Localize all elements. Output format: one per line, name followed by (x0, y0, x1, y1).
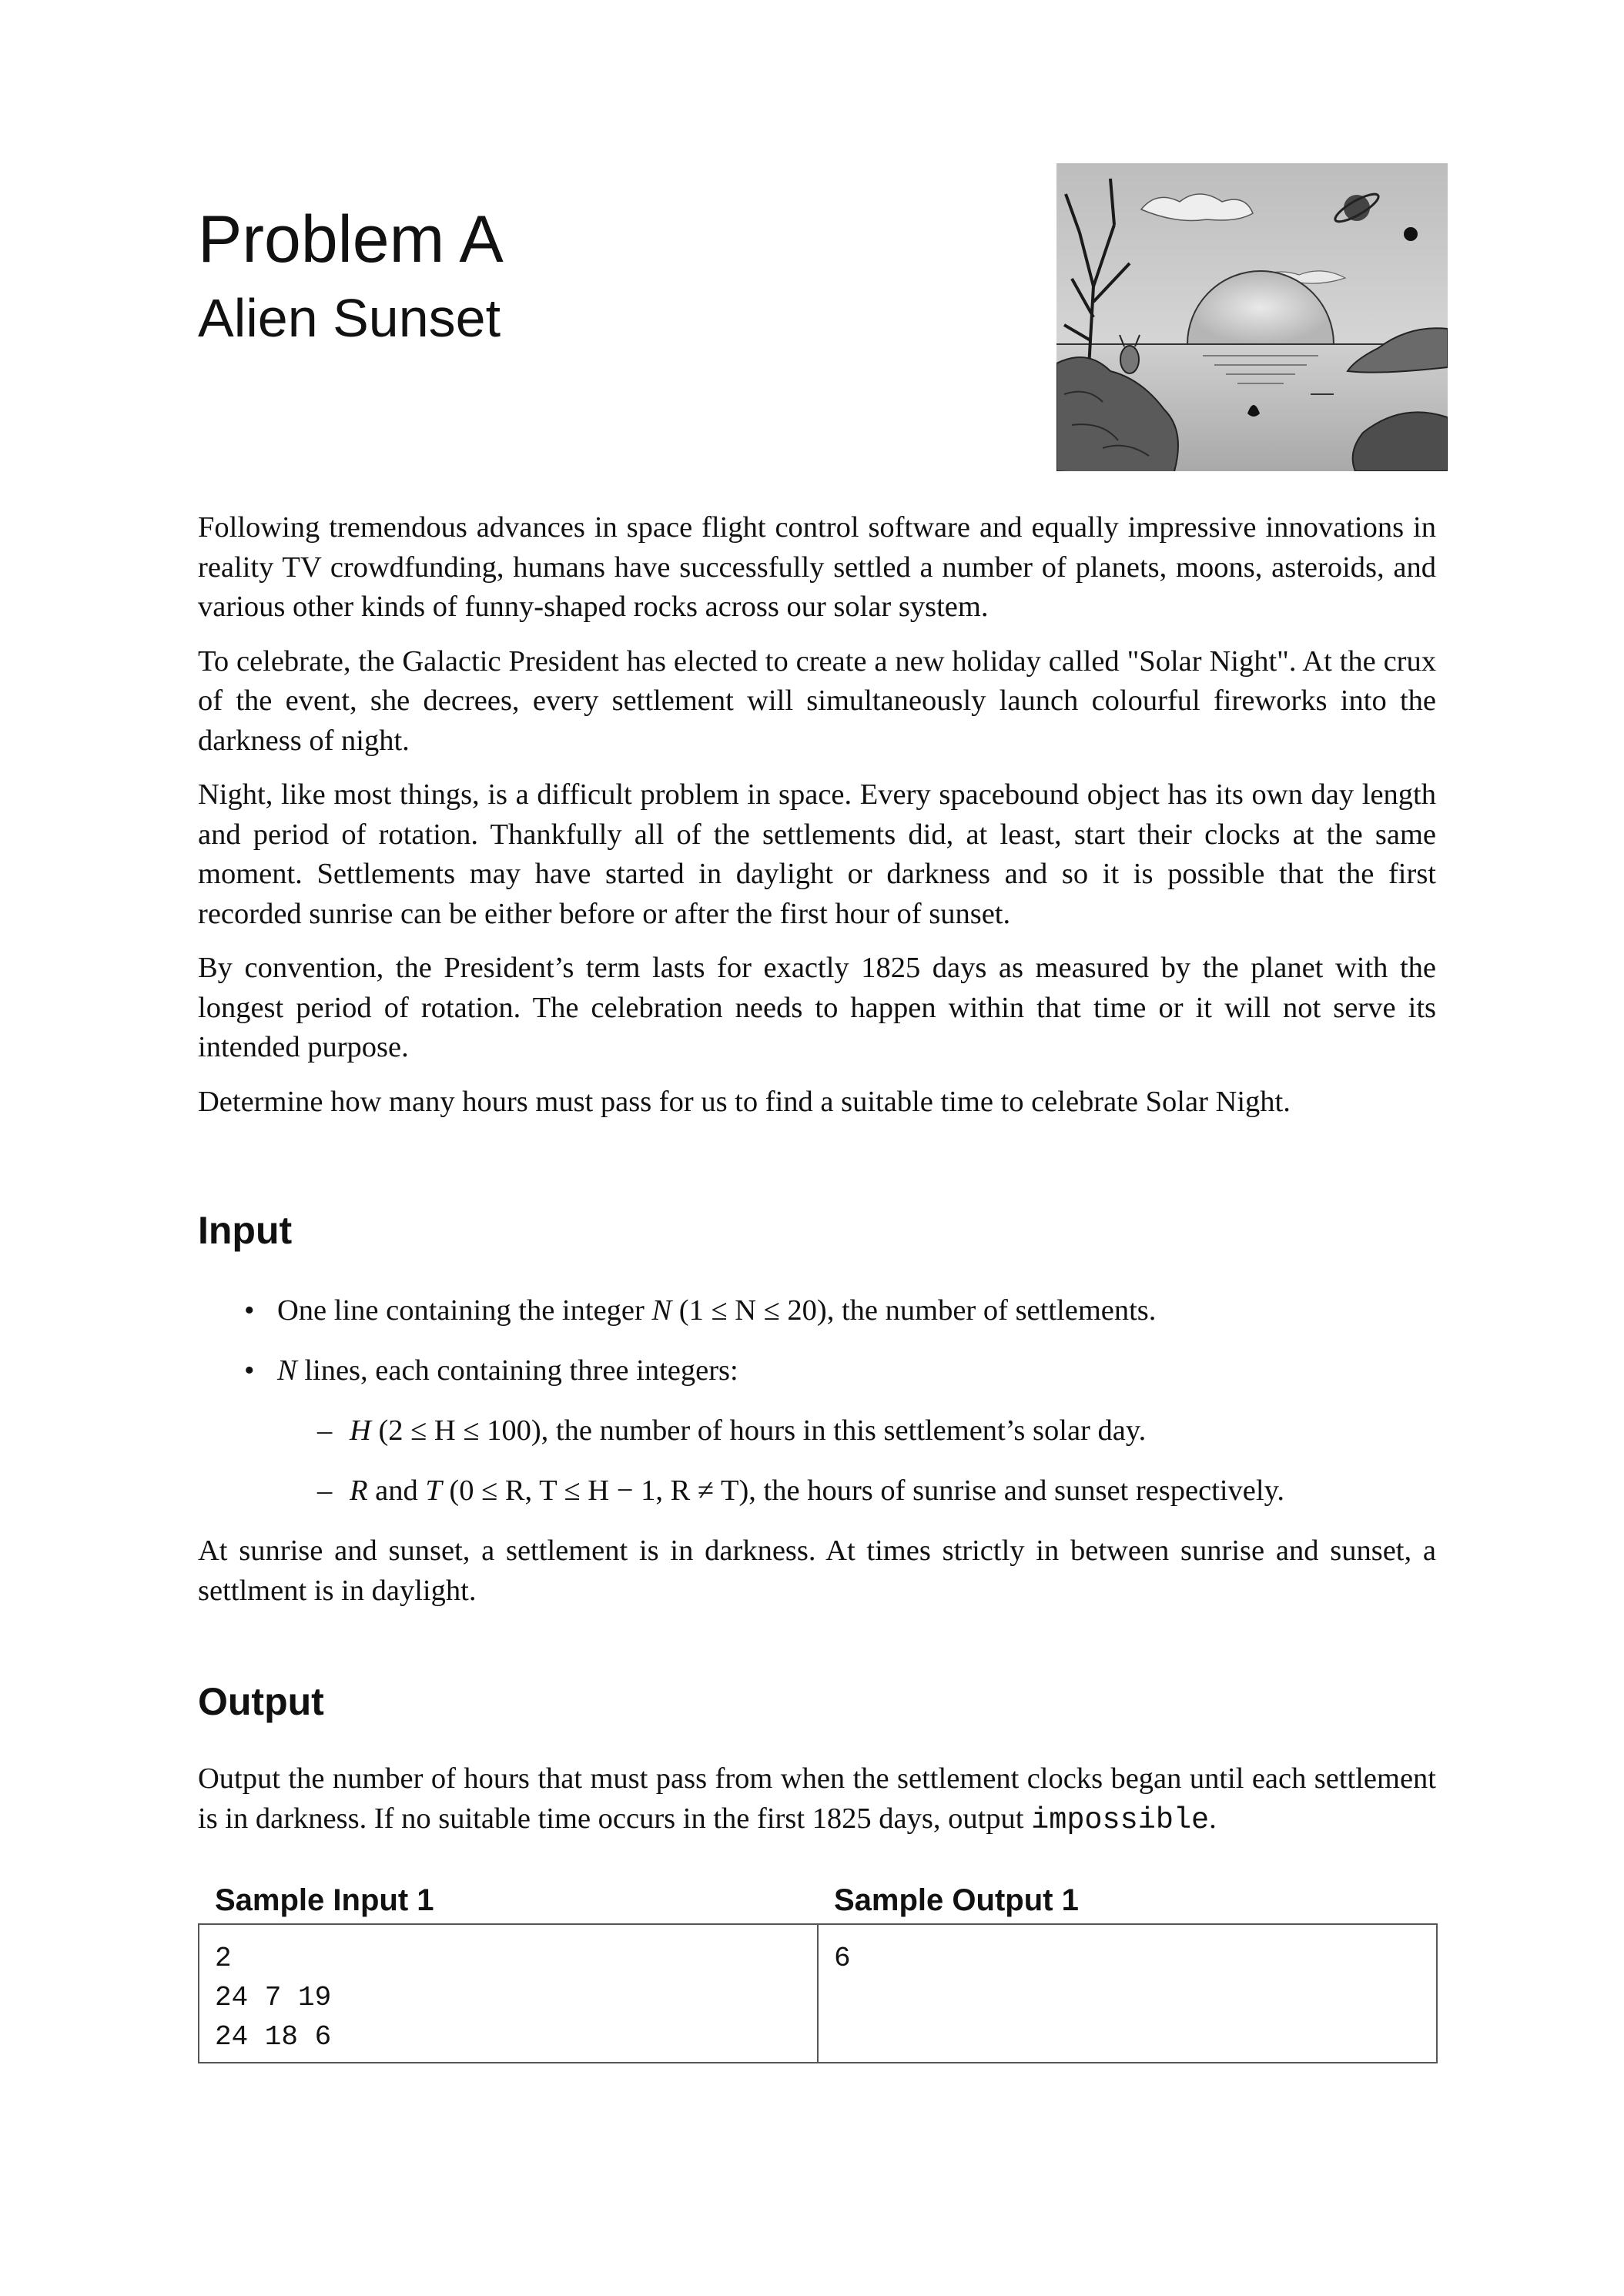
sample-output-header: Sample Output 1 (834, 1883, 1079, 1917)
code-impossible: impossible (1031, 1802, 1210, 1837)
variable-h: H (350, 1414, 371, 1447)
constraint: (1 ≤ N ≤ 20) (671, 1294, 827, 1327)
bullet-text: lines, each containing three integers: (296, 1354, 738, 1387)
sample-output: 6 (834, 1943, 851, 1974)
dash-icon: – (317, 1414, 333, 1447)
sample-input-header: Sample Input 1 (215, 1883, 434, 1917)
bullet-text: One line containing the integer (277, 1294, 652, 1327)
problem-title: Alien Sunset (198, 288, 501, 348)
statement-paragraph: Night, like most things, is a difficult problem in space. Every spacebound object has its own day length and period of rotation. Thankfully all of the settlements did, at least, start their clocks at the same moment. Settlements may have started in daylight or darkness and so it is possible that the first recorded sunrise can be either before or after the first hour of sunset. (198, 778, 1436, 930)
bullet-text: and (367, 1474, 426, 1507)
variable-t: T (425, 1474, 442, 1507)
constraint: (2 ≤ H ≤ 100) (370, 1414, 541, 1447)
input-heading: Input (198, 1209, 293, 1252)
problem-label: Problem A (198, 202, 504, 276)
constraint: (0 ≤ R, T ≤ H − 1, R ≠ T) (441, 1474, 749, 1507)
input-note (198, 1531, 1436, 1625)
variable-n: N (277, 1354, 297, 1387)
alien-sunset-illustration (1056, 163, 1448, 471)
input-note-text: At sunrise and sunset, a settlement is in darkness. At times strictly in between sunrise and sunset, a settlment is in daylight. (198, 1535, 1436, 1607)
bullet-icon: • (244, 1294, 255, 1327)
statement-paragraph: To celebrate, the Galactic President has elected to create a new holiday called "Solar Night". At the crux of the event, she decrees, every settlement will simultaneously launch colourful fireworks into the darkness of night. (198, 644, 1436, 757)
sample-input: 2 24 7 19 24 18 6 (215, 1943, 332, 2053)
dash-icon: – (317, 1474, 333, 1507)
output-text-end: . (1209, 1802, 1217, 1835)
variable-r: R (350, 1474, 368, 1507)
variable-n: N (651, 1294, 672, 1327)
output-heading: Output (198, 1680, 324, 1723)
bullet-text: , the number of settlements. (826, 1294, 1157, 1327)
output-text: Output the number of hours that must pass from when the settlement clocks began until each settlement is in darkness. If no suitable time occurs in the first 1825 days, output (198, 1762, 1436, 1835)
bullet-text: , the number of hours in this settlement’s solar day. (541, 1414, 1147, 1447)
statement-paragraph: By convention, the President’s term lasts for exactly 1825 days as measured by the planet with the longest period of rotation. The celebration needs to happen within that time or it will not serve its intended purpose. (198, 952, 1436, 1063)
bullet-text: , the hours of sunrise and sunset respectively. (748, 1474, 1284, 1507)
bullet-icon: • (244, 1354, 255, 1387)
statement-paragraph: Following tremendous advances in space flight control software and equally impressive innovations in reality TV crowdfunding, humans have successfully settled a number of planets, moons, asteroids, and various other kinds of funny-shaped rocks across our solar system. (198, 511, 1436, 623)
sample-divider (817, 1923, 819, 2062)
problem-statement (198, 508, 1436, 1136)
statement-paragraph: Determine how many hours must pass for us to find a suitable time to celebrate Solar Night. (198, 1085, 1291, 1118)
output-description (198, 1759, 1436, 1855)
